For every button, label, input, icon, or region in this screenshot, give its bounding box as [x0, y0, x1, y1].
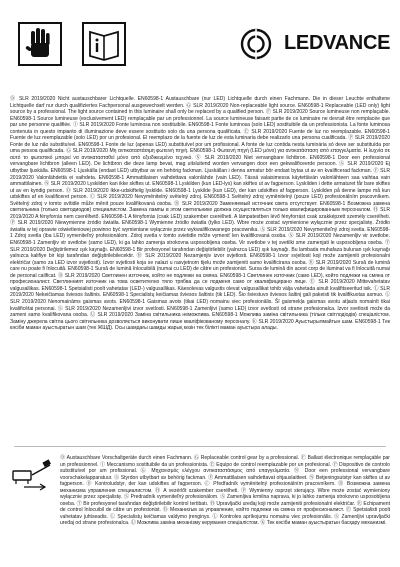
ledvance-logo-icon — [240, 28, 276, 60]
header — [0, 0, 400, 90]
main-safety-text: Ⓓ SLR 2019/2020 Nicht austauschbarer Lichtquelle. EN60598-1 Austauschbare (nur LED) Lichtquelle durch einen Fachmann. Die in dieser Leuchte enthaltene Lichtquelle darf nur durch qualifiziertes Fachpersonal ausgewechselt werden. Ⓖ SLR 2019/2020 Non-replaceable light source. EN60598-1 Replaceable (LED only) light source by a professional. The light source contained in this luminaire shall only be replaced by a qualified person. Ⓕ SLR 2019/2020 Source lumineuse non remplaçable. EN60598-1 Source lumineuse (exclusivement LED) remplaçable par un professionnel. La source lumineuse faisant partie de ce luminaire ne devrait être remplacée que par une personne qualifiée. Ⓘ SLR 2019/2020 Fonte luminosa non sostituibile. EN60598-1 Fonte luminosa (solo LED) sostituibile da un professionista. La fonte luminosa contenuta in questo impianto di illuminazione deve essere sostituito solo da una persona qualificata. Ⓔ SLR 2019/2020 Fuente de luz no reemplazable. EN60598-1 Fuente de luz reemplazable (solo LED) por un profesional. El reemplazo de la fuente de luz de esta luminaria debe realizarlo una persona cualificada. Ⓟ SLR 2019/2020 Fonte de luz não substituível. EN60598-1 Fonte de luz (apenas LED) substituível por um profissional. A fonte de luz contida nesta luminária só deve ser substituída por uma pessoa qualificada. Ⓖ SLR 2019/2020 Μη αντικαταστάσιμη φωτεινή πηγή. EN60598-1 Φωτεινή πηγή (LED μόνο) για αντικατάσταση από επαγγελματία. Η λυχνία σε αυτό το φωτιστικό μπορεί να αντικατασταθεί μόνο από εξειδικευμένο τεχνικό. Ⓝ SLR 2019/2020 Niet vervangbare lichtbron. EN60598-1 Door een professional vervangbare lichtbron (alleen LED). De lichtbron die deze lamp bevat, mag uitsluitend worden vervangen door een gekwalificeerde persoon. Ⓢ SLR 2019/2020 Ej utbytbar ljuskälla. EN60598-1 Ljuskälla (endast LED) utbytbar av en behörig fackman. Ljuskällan i denna armatur bör endast bytas ut av en kvalificerad fackman. Ⓕ SLR 2019/2020 Valonlähdettä ei vaihdeta. EN60598-1 Ammattilaisen vaihdettava valonlähde (vain LED). Tässä valaisimessa käytettävän valonlähteen saa vaihtaa vain ammattilainen. Ⓝ SLR 2019/2020 Lyskilden kan ikke skiftes ut. EN60598-1 Lyskilden (kun LED-lys) kan skiftes ut av fagperson. Lyskilden i dette armaturet får bare skiftes ut av en kyndig person. Ⓓ SLR 2019/2020 Ikke-udskiftelig lyskilde. EN60598-1 Lyskilde (kun LED), der kan udskiftes af fagperson. Lyskilden på denne lampe må kun udskiftes af en kvalificeret person. Ⓒ SLR 2019/2020 Nevyměnitelný světelný zdroj. EN60598-1 Světelný zdroj vyměnitelný (pouze LED) profesionálním pracovníkem. Světelný zdroj v tomto svítidle může měnit pouze kvalifikovaná osoba. Ⓡ SLR 2019/2020 Заменяемый источник света отсутствует. EN60598-1 Возможна замена светильника (только светодиодов) специалистом. Замена лампы в этом светильнике должна осуществляться только квалифицированным персоналом. Ⓗ SLR 2019/2020 A fényforrás nem cserélhető. EN60598-1 A fényforrás (csak LED) szakember cserélheti. A lámpatestben lévő fényforrást csak szakképzett személy cserélheti. Ⓟ SLR 2019/2020 Niewymienne źródło światła. EN60598-1 Wymienne źródło światła (tylko LED). Wbre może zostać wymienione wyłącznie przez specjalistę. Źródło światła w tej oprawie oświetleniowej powinno być wymieniane wyłącznie przez wykwalifikowanego pracownika. Ⓢ SLR 2019/2020 Nevymeniteľný zdroj svetla. EN60598-1 Zdroj svetla (iba LED) vymeniteľný profesionálom. Zdroj svetla v tomto svietidle môže vymeniť len kvalifikovaná osoba. Ⓢ SLR 2019/2020 Nezamenljiv vir svetlobe. EN60598-1 Zamenljiv vir svetlobe (samo LED), ki ga lahko zamenja strokovna usposobljena oseba. Vir svetlobe v tej svetilki sme zamenjati le usposobljena oseba. Ⓣ SLR 2019/2020 Değiştirilemez ışık kaynağı. EN60598-1 Bir profesyonel tarafından değiştirilebilir (yalnızca LED) ışık kaynağı. Bu lambada muhafaza bulunan ışık kaynağı yalnızca kalifiye bir kişi tarafından değiştirilebilecektir. Ⓗ SLR 2019/2020 Nezamjenjiv izvor svjetlosti. EN60598-1 Izvor svjetlosti koji može zamijeniti profesionalni električar (samo za LED izvor svjetlosti). Izvor svjetlosti koja se nalazi u rasvjetnom tijelu može zamijeniti samo kvalificirana osoba. Ⓡ SLR 2019/2020 Sursă de lumină care nu poate fi înlocuită. EN60598-1 Sursă de lumină înlocuibilă (numai cu LED) de către un profesionist. Sursa de lumină din acest corp de iluminat va fi înlocuită numai de personal calificat. Ⓑ SLR 2019/2020 Светлинен източник, който не подлежи на смяна. EN60598-1 Светлинен източник (само LED), който подлежи на смяна от професионалист. Светлинният източник на това осветително тяло трябва да се подменя само от квалифицирано лице. Ⓔ SLR 2019/2020 Mittevahetatav valgusallikas. EN60598-1 Spetsialisti poolt vahetatav (LED-) valgusallikas. Käesolevas valgustis olevat valgusallikat tohib välja vahetada ainult kvalifitseeritud isik. Ⓛ SLR 2019/2020 Nekeičiamas šviesos šaltinis. EN60598-1 Specialistų keičiamas šviesos šaltinis (tik LED). Šio šviestuvo šviesos šaltinį gali pakeisti tik kvalifikuotas asmuo. Ⓛ SLR 2019/2020 Nenomaināms gaismas avots. EN60598-1 Gaismas avots (tikai LED) nomainu viec profesionālis. Šī gaismekļa gaismas avotu atļauts nomainīt tikai kvalificētai personai. Ⓢ SLR 2019/2020 Nezamenljivi izvor svetlosti. EN60598-1 Zamenljivi (samo LED) izvor svetlosti od strane profesionalca. Izvor svetlosti može da zameni samo kvalifikovana osoba. Ⓤ SLR 2019/2020 Заміна світильника неможлива. EN60598-1 Можлива заміна світильника (тільки світлодіодів) спеціалістом. Заміну джерела світла цього світильника дозволяється виконувати лише кваліфікованому персоналу. Ⓚ SLR 2019/2020 Ауыстырылмайтын шам. EN60598-1 Тек кәсіби маман ауыстыратын шам (тек ЖШД). Осы шамдағы шамды жарық көзін тек білікті маман ауыстыра алады. — [10, 96, 390, 332]
section-divider — [14, 446, 386, 447]
lamp-replacement-icon — [10, 457, 54, 497]
control-gear-text: Ⓓ Austauschbare Vorschaltgeräte durch einen Fachmann. Ⓖ Replaceable control gear by a professional. Ⓕ Ballast électronique remplaçable par un professionnel. Ⓘ Meccanismo sostituibile da un professionista. Ⓔ Equipo de control reemplazable por un profesional. Ⓟ Dispositivo de controlo substituível por um profissional. Ⓖ Μηχανισμός ελέγχου αντικαταστάσιμος από επαγγελματία. Ⓝ Door een professional vervangbare voorschakelapparatuur. Ⓢ Styrdon utbytbart av behörig fackman. Ⓕ Ammattilaisen vaihdettavat ohjauslaitteet. Ⓝ Betjeningsutstyr kan skiftes ut av fagperson. Ⓓ Kontroludstyr, der kan udskiftes af fagperson. Ⓒ Předřadník vyměnitelný profesionálním pracovníkem. Ⓡ Возможна замена механизма управления специалистом. Ⓗ A vezérlőt szakember cserélheti. Ⓟ Wymienny osprzęt sterujący. Wbre może zostać wymieniony wyłącznie przez specjalistę. Ⓢ Predradník vymeniteľný profesionálom. Ⓢ Zamenljiva krmilna naprava, ki jo lahko zamenja strokovno usposobljena oseba. Ⓣ Bir profesyonel tarafından değiştirilebilir kontrol tertibatı. Ⓗ Upravljački uređaj koji može zamijeniti profesionalni električar. Ⓡ Echipament de control înlocuibil de către un profesionist. Ⓑ Механизъм за управление, който подлежи на смяна от професионалист. Ⓔ Spetsialisti poolt vahetatav juhtseadis. Ⓛ Specialistų keičiamas valdymo įrenginys. Ⓛ Kontroles aprīkojumu nomainu viec profesionālis. Ⓢ Zamenljivi upravljački uređaj od strane profesionalca. Ⓤ Можлива заміна механізму керування спеціалістом. Ⓚ Тек кәсіби маман ауыстыратын басқару механизмі. — [60, 455, 390, 527]
control-gear-section — [10, 455, 390, 555]
hand-stop-icon — [18, 22, 62, 66]
brand-name: LEDVANCE — [284, 32, 391, 54]
brand-logo-area — [240, 24, 390, 64]
info-book-icon — [82, 22, 126, 66]
